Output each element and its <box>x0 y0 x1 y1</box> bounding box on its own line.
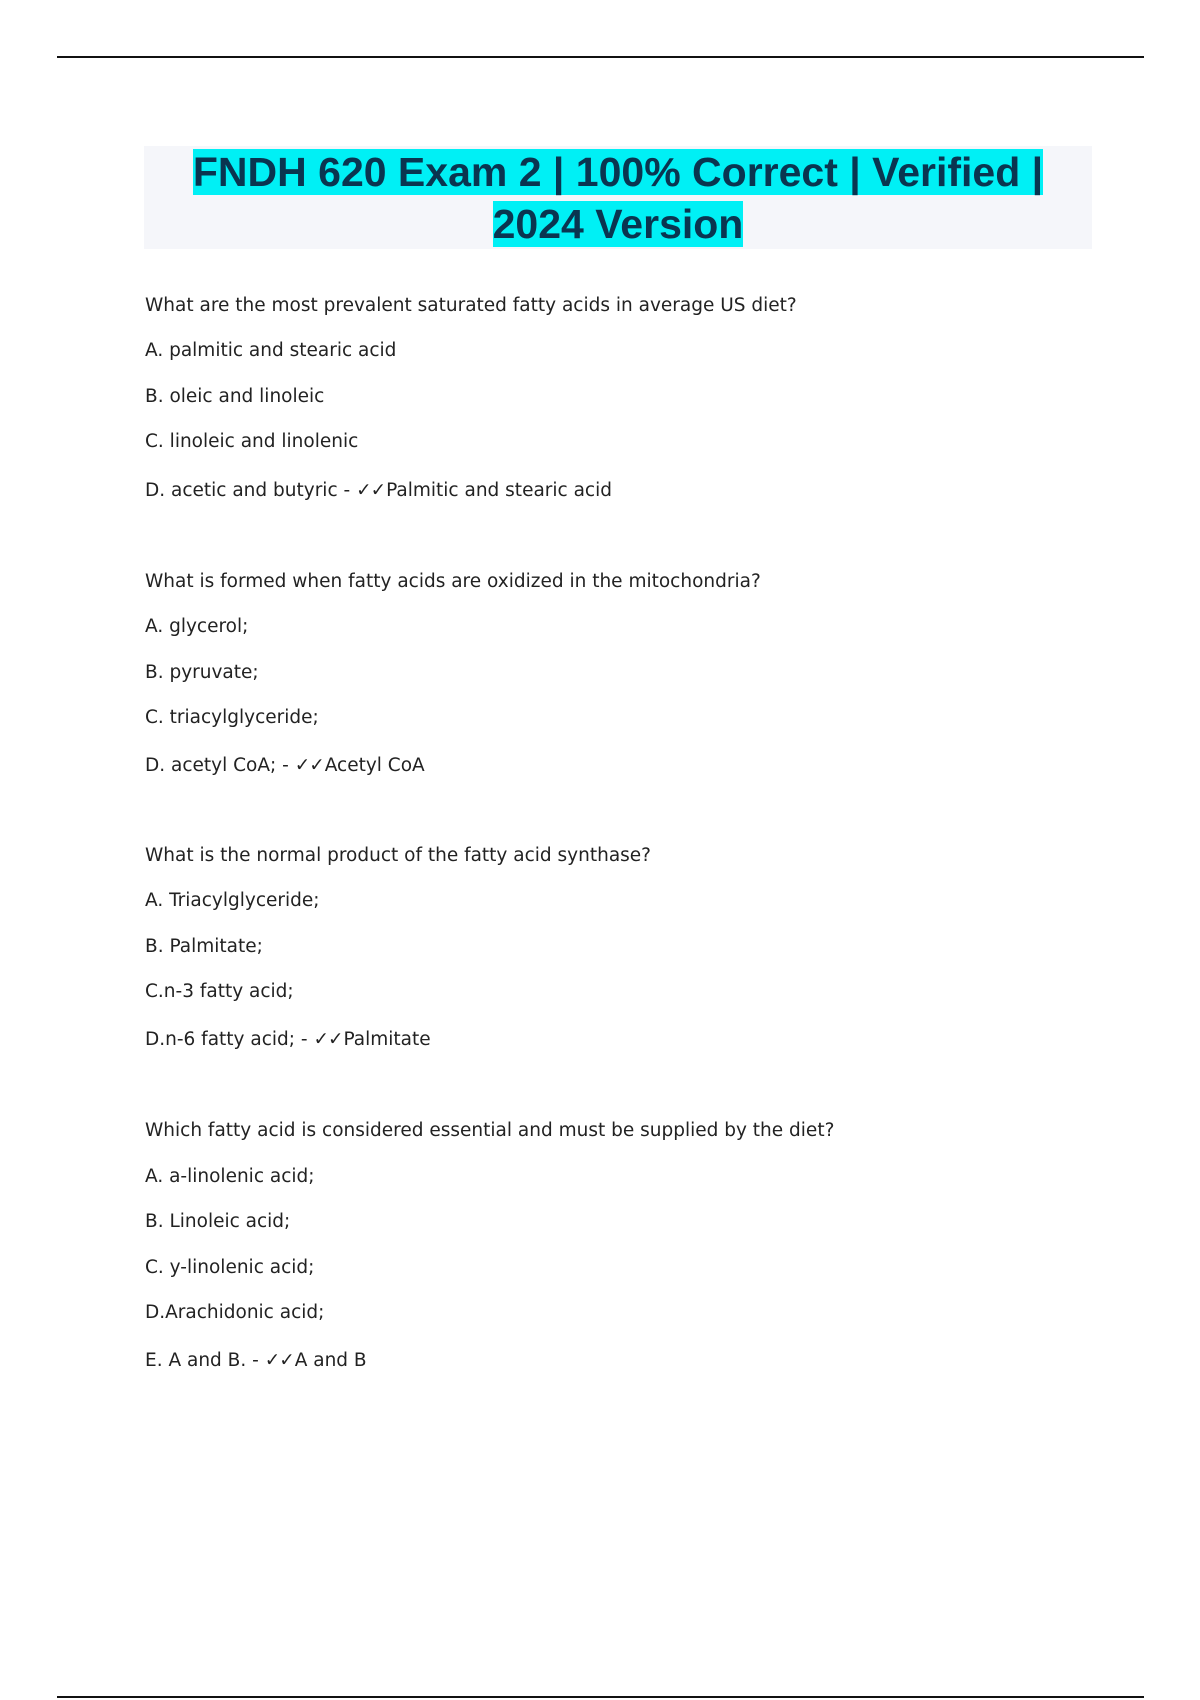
option-a: A. a-linolenic acid; <box>145 1166 315 1187</box>
question-text: What is the normal product of the fatty acid synthase? <box>145 845 652 866</box>
document-title <box>144 146 1092 249</box>
question-text: Which fatty acid is considered essential and must be supplied by the diet? <box>145 1120 835 1141</box>
bottom-divider <box>57 1696 1144 1698</box>
double-check-icon: ✓✓ <box>294 755 324 776</box>
option-e: E. A and B. - <box>145 1350 265 1371</box>
double-check-icon: ✓✓ <box>264 1350 294 1371</box>
option-c: C.n-3 fatty acid; <box>145 981 294 1002</box>
answer-text: Palmitic and stearic acid <box>386 480 612 501</box>
top-divider <box>57 56 1144 58</box>
title-line-2: 2024 Version <box>492 201 744 247</box>
option-d: D. acetic and butyric - <box>145 480 357 501</box>
double-check-icon: ✓✓ <box>313 1029 343 1050</box>
option-c: C. y-linolenic acid; <box>145 1257 315 1278</box>
option-d: D.n-6 fatty acid; - <box>145 1029 314 1050</box>
option-d-with-answer <box>145 755 425 776</box>
option-e-with-answer <box>145 1350 367 1371</box>
option-c: C. linoleic and linolenic <box>145 431 359 452</box>
option-b: B. Palmitate; <box>145 936 263 957</box>
option-a: A. palmitic and stearic acid <box>145 340 397 361</box>
option-d-with-answer <box>145 480 612 501</box>
option-d-with-answer <box>145 1029 431 1050</box>
option-b: B. pyruvate; <box>145 662 259 683</box>
option-b: B. oleic and linoleic <box>145 386 325 407</box>
answer-text: Palmitate <box>343 1029 431 1050</box>
question-text: What is formed when fatty acids are oxidized in the mitochondria? <box>145 571 761 592</box>
option-b: B. Linoleic acid; <box>145 1211 291 1232</box>
question-text: What are the most prevalent saturated fatty acids in average US diet? <box>145 295 797 316</box>
option-d: D. acetyl CoA; - <box>145 755 295 776</box>
option-d: D.Arachidonic acid; <box>145 1302 325 1323</box>
option-c: C. triacylglyceride; <box>145 707 319 728</box>
option-a: A. glycerol; <box>145 616 249 637</box>
answer-text: A and B <box>294 1350 367 1371</box>
double-check-icon: ✓✓ <box>356 480 386 501</box>
answer-text: Acetyl CoA <box>324 755 425 776</box>
title-line-1: FNDH 620 Exam 2 | 100% Correct | Verified | <box>192 149 1044 195</box>
option-a: A. Triacylglyceride; <box>145 890 320 911</box>
